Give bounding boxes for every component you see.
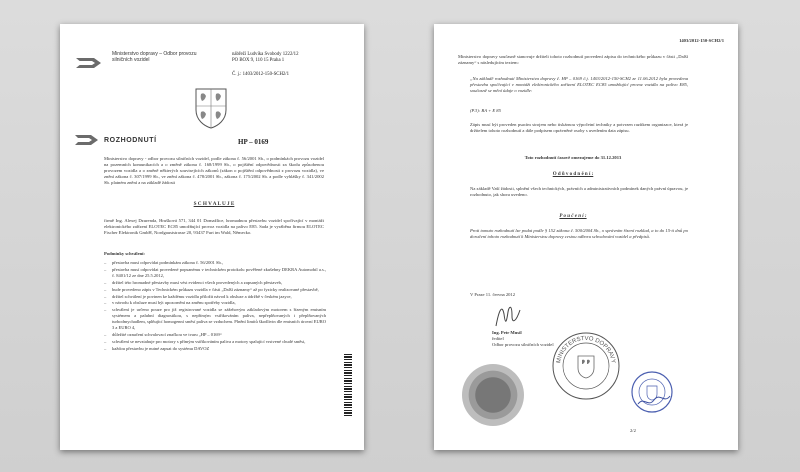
reasoning-heading: O d ů v o d n ě n í : [552,172,594,177]
approve-heading: S C H V A L U J E [193,201,235,207]
instruction-heading: P o u č e n í : [559,214,587,219]
intro-paragraph: Ministerstvo dopravy - odbor provozu silničních vozidel, podle zákona č. 56/2001 Sb., o podmínkách provozu vozidel na pozemních komunikacích a o změně zákona č. 168/1999 Sb., o pojištění odpovědnosti za škodu způsobenou provozem vozidla a o změně některých souvisejících zákonů (zákon o pojištění odpovědnosti z provozu vozidla), ve znění zákona č. 307/1999 Sb., ve znění zákona č. 478/2001 Sb., zákona č. 175/2002 Sb. a podle vyhlášky č. 341/2002 Sb. platném znění a na základě žádosti [104,156,324,185]
document-page-2 [434,24,738,450]
department-name: Ministerstvo dopravy – Odbor provozu silničních vozidel [112,51,197,63]
barcode [344,354,352,416]
list-item: – přestavba musí odpovídat podmínkám zákona č. 56/2001 Sb., [104,260,326,266]
ministry-address [232,52,342,64]
list-item: – bude provedeno zápis v Technickém průkazu vozidla v části „Další záznamy“ až po fyzicky realizované přestavbě, [104,287,326,293]
list-item: – schválení se nevztahuje pro motory s přímým vstřikováním paliva a motory spalující vrstvené chudé směsi, [104,339,326,345]
conditions-list [104,260,326,353]
list-item: – držitel schválení je povinen ke každému vozidlu přiložit návod k obsluze a údržbě v českém jazyce, [104,294,326,300]
ministry-logo-icon [74,130,100,150]
record-quote: „Na základě rozhodnutí Ministerstva dopravy č. HP – 0169 č.j. 1403/2012-150-SCH2 ze 11.06.2012 byla provedena přestavba spočívající v montáži elektronického zařízení ELOTEC EC85 umožňující provoz vozidla na palivo E85, současně se mění údaje o vozidle: [470,76,688,93]
address-line: nábřeží Ludvíka Svobody 1222/12 [232,52,299,57]
reasoning-paragraph: Na základě Vaší žádosti, splnění všech technických, právních a administrativních podmínek daných právní úpravou, je rozhodnuto, jak shora uvedeno. [470,186,688,197]
record-paragraph: Zápis musí být proveden psacím strojem nebo tiskárnou výpočetní techniky a potvrzen razítkem organizace, která je držitelem tohoto rozhodnutí a dále podpisem oprávněné osoby s uvedením data zápisu. [470,122,688,133]
state-emblem-icon [193,86,229,130]
signer-name: Ing. Petr Musil [492,330,522,335]
validity-statement: Toto rozhodnutí časově omezujeme do 31.12.2013 [524,155,622,160]
decision-heading: ROZHODNUTÍ [104,137,157,144]
ministry-logo-icon [74,52,104,74]
reference-number: 1403/2012-150-SCH2/1 [679,38,724,43]
reference-number: Č. j.: 1403/2012-150-SCH2/1 [232,72,290,77]
list-item: – schválení je určeno pouze pro již registrované vozidla se zážehovým základovým motorem s řízeným emisním systémem a palubní diagnostikou, s nepřímým vstřikováním paliva, nepřeplňovaných i přeplňovaných turbodmychadlem, splňující homogenní směsí paliva se vzduchem. Plnění limitů škodlivin dle emisních úrovní EURO 3 a EURO 4, [104,307,326,331]
company-paragraph: firmě Ing. Alexej Dzurenda, Hrušková 571, 344 01 Domažlice, hromadnou přestavbu vozidel spočívající v montáži elektronického zařízení ELOTEC EC85 umožňující provoz vozidla na palivo E85. Sada je vyráběna firmou ELOTEC Fischer Elektronik GmbH, Nordgauststrasse 20, 93437 Furt im Wald, Německo. [104,218,324,235]
instruction-paragraph: Proti tomuto rozhodnutí lze podat podle § 152 zákona č. 500/2004 Sb., o správním řízení rozklad, a to do 15-ti dnů po doručení tohoto rozhodnutí k Ministerstvu dopravy cestou odboru schvalování vozidel a předpisů. [470,228,688,239]
round-stamp-photo [462,364,524,426]
conditions-title: Podmínky schválení: [104,251,145,256]
list-item: – držitel této hromadné přestavby musí vést evidenci všech provedených a zapsaných přestaveb, [104,280,326,286]
page-number: 2/2 [630,428,636,433]
place-date: V Praze 11. června 2012 [470,292,516,297]
list-item: – v návodu k obsluze musí být upozornění na změnu spotřeby vozidla, [104,300,326,306]
address-line: PO BOX 9, 110 15 Praha 1 [232,58,285,63]
stamp-text: MINISTERSTVO DOPRAVY [556,335,616,364]
list-item: – přestavba musí odpovídat provedené popsanému v technickém protokolu pověřené zkušebny DEKRA Automobil a.s., č. 8401/12 ze dne 25.5.2012, [104,267,326,279]
decision-number: HP – 0169 [238,138,269,146]
signer-role: ředitel [492,336,504,341]
signature-icon [490,300,530,332]
signer-department: Odbor provozu silničních vozidel [492,342,554,347]
blue-stamp-icon [630,370,674,414]
intro-paragraph: Ministerstvo dopravy současně stanovuje držiteli tohoto rozhodnutí provedení zápisu do technického průkazu v části „Další záznamy“ s následujícím textem: [458,54,688,65]
list-item: – každou přestavbu je nutné zapsat do systému DAVOZ [104,346,326,352]
list-item: – důležité označení schvalovací značkou ve tvaru „HP – 0169“ [104,332,326,338]
official-stamp-icon [550,330,622,402]
fuel-record: (P.3): BA + E 85 [470,108,501,113]
document-page-1 [60,24,364,450]
